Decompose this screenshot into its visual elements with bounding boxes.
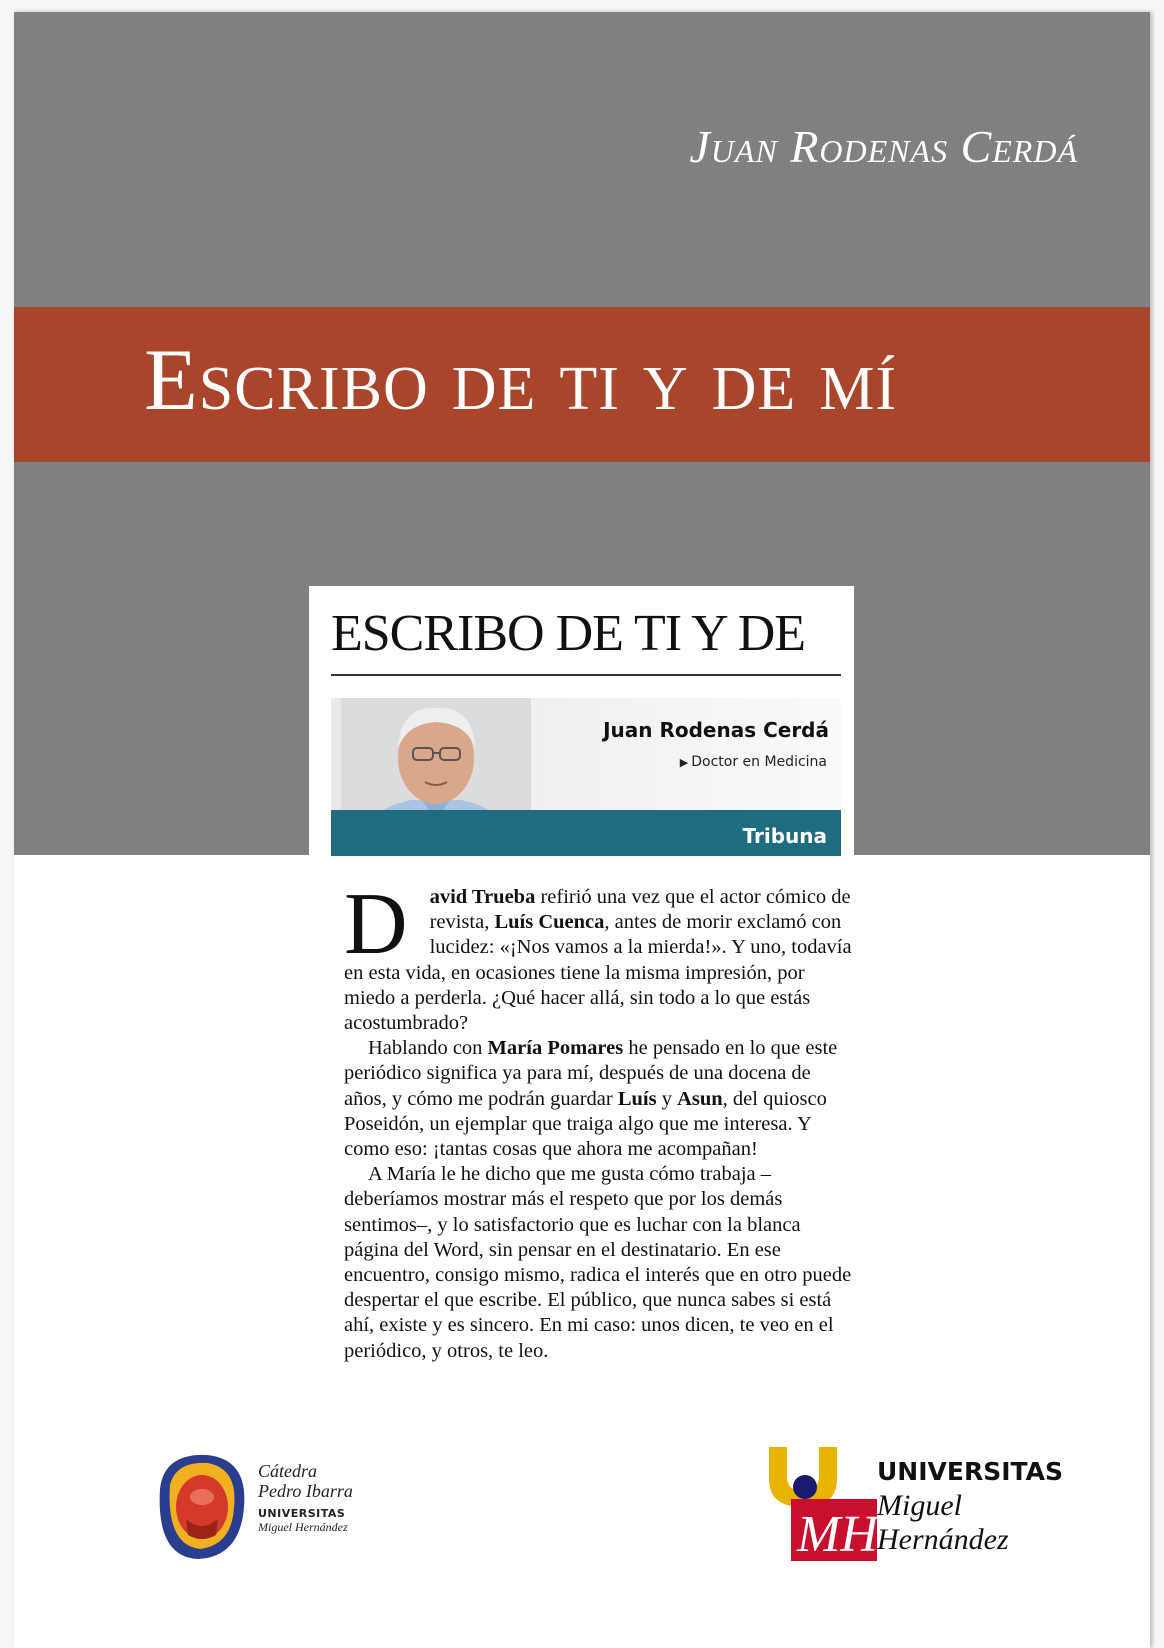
name-highlight: Luís (617, 1087, 657, 1110)
byline-box (331, 698, 841, 856)
paragraph-text: Hablando con (368, 1037, 488, 1060)
paragraph-text: , del quiosco Poseidón, un ejemplar que traiga algo que me interesa. Y como eso: ¡tantas cosas que ahora me acompañan! (344, 1087, 827, 1161)
book-cover (14, 12, 1150, 1648)
name-highlight: Asun (677, 1087, 723, 1110)
play-arrow-icon: ▶ (679, 756, 689, 769)
drop-cap: D (344, 876, 408, 973)
article-paragraph-2 (344, 1036, 854, 1162)
paragraph-text: refirió una vez que el actor cómico de revista, (429, 886, 851, 934)
paragraph-text: y (656, 1087, 678, 1110)
name-highlight: avid Trueba (429, 886, 536, 908)
paragraph-text: he pensado en lo que este periódico significa ya para mí, después de una docena de años, y cómo me podrán guardar (344, 1037, 838, 1110)
paragraph-text: , antes de morir exclamó con lucidez: «¡Nos vamos a la mierda!». Y uno, todavía en esta vida, en ocasiones tiene la misma impresión, por miedo a perderla. ¿Qué hacer allá, sin todo a lo que estás acostumbrado? (344, 911, 852, 1035)
svg-text:MH: MH (797, 1506, 878, 1563)
article-paragraph-1 (344, 876, 854, 1036)
newspaper-clipping (309, 586, 854, 856)
catedra-line: UNIVERSITAS (258, 1507, 346, 1520)
umh-line: Miguel (877, 1489, 962, 1522)
umh-logo (769, 1447, 1069, 1577)
catedra-line: Pedro Ibarra (258, 1481, 353, 1501)
umh-line: UNIVERSITAS (877, 1457, 1063, 1486)
section-label: Tribuna (742, 824, 827, 848)
catedra-line: Miguel Hernández (258, 1520, 348, 1534)
article-body (344, 876, 854, 1364)
byline-name: Juan Rodenas Cerdá (603, 718, 829, 742)
catedra-emblem-icon (152, 1449, 252, 1564)
catedra-logo (152, 1449, 412, 1569)
cover-title: Escribo de ti y de mí (144, 332, 898, 429)
cover-author: Juan Rodenas Cerdá (689, 121, 1078, 172)
clipping-headline: ESCRIBO DE TI Y DE (331, 605, 806, 662)
clipping-rule (331, 674, 841, 676)
catedra-line: Cátedra (258, 1461, 318, 1481)
name-highlight: María Pomares (487, 1037, 624, 1060)
name-highlight: Luís Cuenca (494, 911, 605, 934)
article-paragraph-3: A María le he dicho que me gusta cómo trabaja –deberíamos mostrar más el respeto que por los demás sentimos–, y lo satisfactorio que es luchar con la blanca página del Word, sin pensar en el destinatario. En ese encuentro, consigo mismo, radica el interés que en otro puede despertar el que escribe. El público, que nunca sabes si está ahí, existe y es sincero. En mi caso: unos dicen, te veo en el periódico, y otros, te leo. (344, 1163, 852, 1362)
catedra-text (258, 1461, 353, 1535)
byline-role (680, 754, 827, 770)
byline-role-text: Doctor en Medicina (691, 754, 827, 770)
umh-emblem-icon (769, 1447, 879, 1567)
umh-line: Hernández (877, 1523, 1009, 1556)
